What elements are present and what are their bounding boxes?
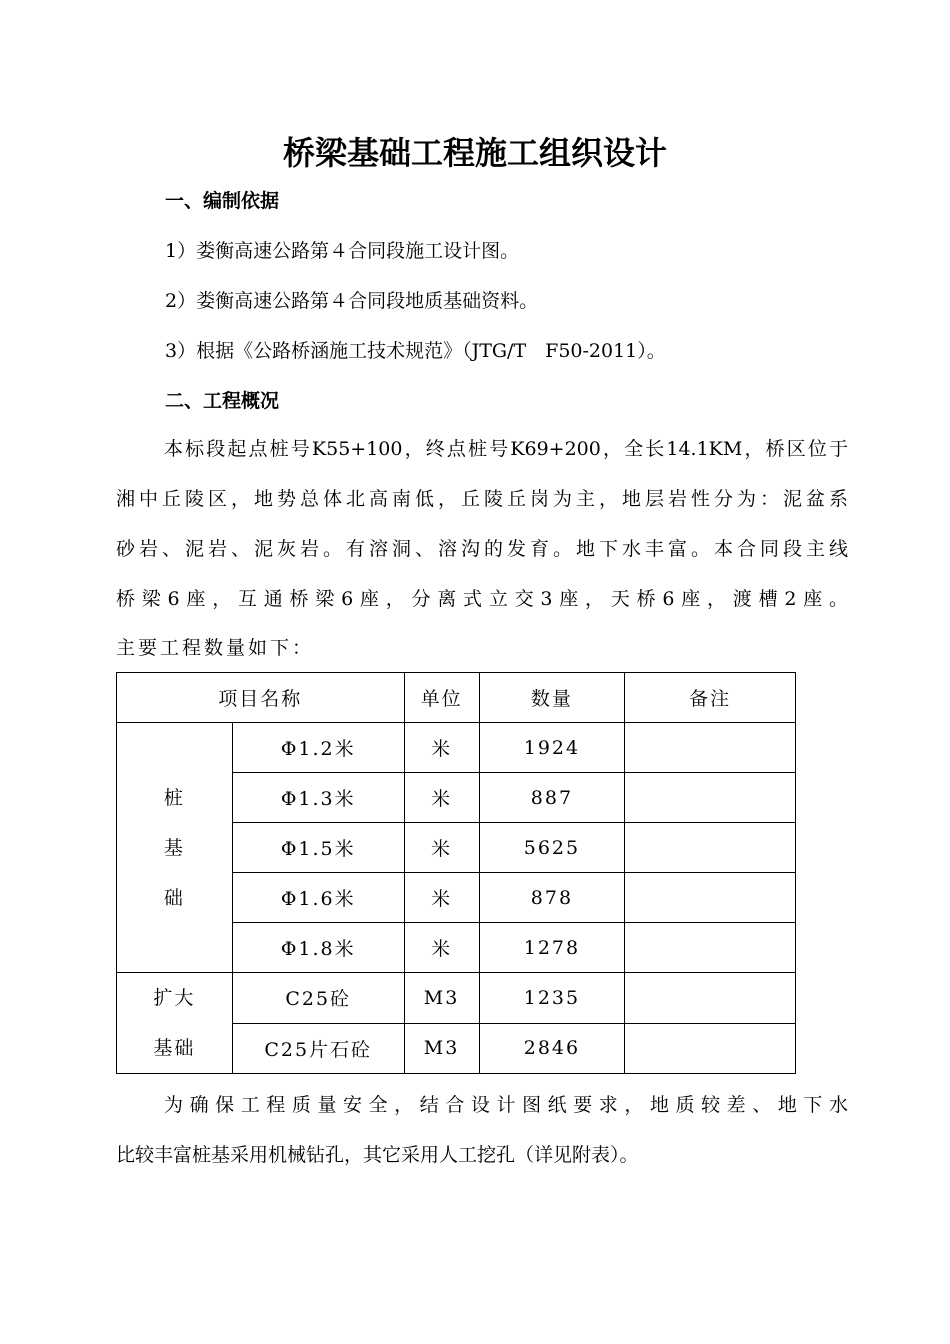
cell-remark: [625, 773, 796, 823]
cell-quantity: 1235: [479, 973, 625, 1024]
group-label-spread-foundation: [117, 973, 233, 1074]
paragraph-line: 本标段起点桩号K55+100，终点桩号K69+200，全长14.1KM，桥区位于: [164, 438, 848, 460]
header-remark: 备注: [625, 673, 796, 723]
group-label-char: 基: [163, 836, 185, 859]
paragraph-line: 为确保工程质量安全，结合设计图纸要求，地质较差、地下水: [164, 1094, 848, 1116]
cell-unit: 米: [404, 773, 479, 823]
cell-remark: [625, 823, 796, 873]
group-label-char: 桩: [163, 786, 185, 809]
cell-remark: [625, 923, 796, 973]
cell-item-name: Φ1.5米: [232, 823, 404, 873]
section-heading-basis: 一、编制依据: [165, 190, 280, 212]
paragraph-line: 湘中丘陵区，地势总体北高南低，丘陵丘岗为主，地层岩性分为：泥盆系: [116, 488, 848, 510]
paragraph-line: 砂岩、泥岩、泥灰岩。有溶洞、溶沟的发育。地下水丰富。本合同段主线: [116, 538, 848, 560]
cell-item-name: Φ1.3米: [232, 773, 404, 823]
paragraph-line: 桥梁6座，互通桥梁6座，分离式立交3座，天桥6座，渡槽2座。: [116, 588, 848, 610]
cell-unit: M3: [404, 973, 479, 1024]
cell-quantity: 1924: [479, 723, 625, 773]
cell-item-name: Φ1.6米: [232, 873, 404, 923]
basis-item-3: 3）根据《公路桥涵施工技术规范》（JTG/T F50-2011）。: [165, 340, 666, 362]
header-unit: 单位: [404, 673, 479, 723]
cell-unit: 米: [404, 823, 479, 873]
section-heading-overview: 二、工程概况: [165, 390, 280, 412]
cell-quantity: 2846: [479, 1023, 625, 1074]
cell-remark: [625, 973, 796, 1024]
cell-remark: [625, 1023, 796, 1074]
cell-quantity: 5625: [479, 823, 625, 873]
cell-quantity: 1278: [479, 923, 625, 973]
cell-unit: 米: [404, 723, 479, 773]
cell-unit: 米: [404, 873, 479, 923]
cell-item-name: C25片石砼: [232, 1023, 404, 1074]
paragraph-line: 比较丰富桩基采用机械钻孔，其它采用人工挖孔（详见附表）。: [116, 1144, 639, 1166]
closing-paragraph: [116, 1080, 848, 1180]
paragraph-line: 主要工程数量如下：: [116, 637, 315, 659]
header-quantity: 数量: [479, 673, 625, 723]
cell-remark: [625, 723, 796, 773]
cell-quantity: 887: [479, 773, 625, 823]
cell-unit: 米: [404, 923, 479, 973]
group-label-line: 基础: [153, 1037, 196, 1059]
table-header-row: [117, 673, 796, 723]
quantity-table: [116, 672, 796, 1074]
cell-item-name: C25砼: [232, 973, 404, 1024]
cell-item-name: Φ1.2米: [232, 723, 404, 773]
header-item-name: 项目名称: [117, 673, 405, 723]
table-row: [117, 723, 796, 773]
cell-remark: [625, 873, 796, 923]
group-label-line: 扩大: [153, 987, 196, 1009]
document-title: 桥梁基础工程施工组织设计: [282, 134, 667, 172]
table-row: [117, 973, 796, 1024]
basis-item-1: 1）娄衡高速公路第４合同段施工设计图。: [165, 240, 520, 262]
cell-unit: M3: [404, 1023, 479, 1074]
cell-quantity: 878: [479, 873, 625, 923]
overview-paragraph: [116, 424, 848, 672]
cell-item-name: Φ1.8米: [232, 923, 404, 973]
group-label-pile-foundation: [117, 723, 233, 973]
group-label-char: 础: [163, 886, 185, 909]
basis-item-2: 2）娄衡高速公路第４合同段地质基础资料。: [165, 290, 539, 312]
